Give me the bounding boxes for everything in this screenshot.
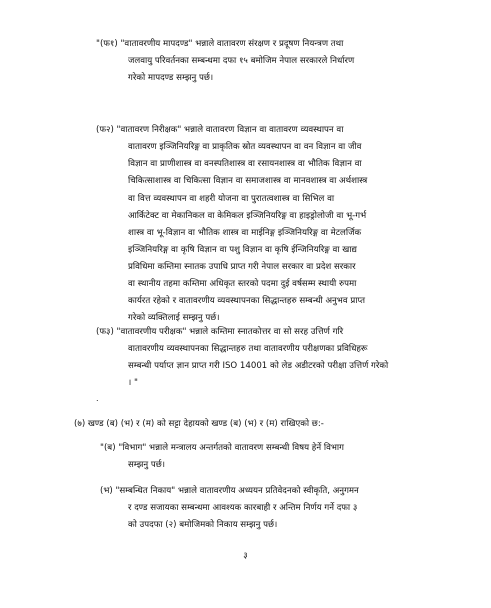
text-line: प्रविधिमा कम्तिमा स्नातक उपाधि प्राप्त गरी नेपाल सरकार वा प्रदेश सरकार — [128, 262, 356, 272]
text-line: "(ब) "विभाग" भन्नाले मन्त्रालय अन्तर्गतको वातावरण सम्बन्धी विषय हेर्ने विभाग — [100, 443, 344, 453]
text-line: चिकित्साशास्त्र वा चिकित्सा विज्ञान वा समाजशास्त्र वा मानवशास्त्र वा अर्थशास्त्र — [128, 176, 368, 186]
text-line: (७) खण्ड (ब) (भ) र (म) को सट्टा देहायको खण्ड (ब) (भ) र (म) राखिएको छ:- — [74, 419, 324, 429]
text-line: आर्किटेक्ट वा मेकानिकल वा केमिकल इञ्जिनियरिङ्ग वा हाइड्रोलोजी वा भू-गर्भ — [128, 211, 367, 221]
text-line: र दण्ड सजायका सम्बन्धमा आवश्यक कारबाही र अन्तिम निर्णय गर्ने दफा ३ — [128, 503, 358, 513]
text-line: गरेको व्यक्तिलाई सम्झनु पर्छ। — [128, 313, 220, 323]
text-line: गरेको मापदण्ड सम्झनु पर्छ। — [128, 73, 214, 83]
text-line: को उपदफा (२) बमोजिमको निकाय सम्झनु पर्छ। — [128, 520, 278, 530]
text-line: वा वित्त व्यवस्थापन वा शहरी योजना वा पुरातत्वशास्त्र वा सिभिल वा — [128, 194, 335, 204]
text-line: । " — [128, 378, 138, 388]
text-line: जलवायु परिवर्तनका सम्बन्धमा दफा १५ बमोजिम नेपाल सरकारले निर्धारण — [128, 56, 355, 66]
text-line: विज्ञान वा प्राणीशास्त्र वा वनस्पतिशास्त्र वा रसायनशास्त्र वा भौतिक विज्ञान वा — [128, 159, 362, 169]
text-line: (फ३) "वातावरणीय परीक्षक" भन्नाले कम्तिमा स्नातकोत्तर वा सो सरह उत्तिर्ण गरि — [96, 327, 344, 337]
text-line: वातावरणीय व्यवस्थापनका सिद्धान्तहरु तथा वातावरणीय परीक्षणका प्रविधिहरू — [128, 344, 368, 354]
text-line: "(फ१) "वातावरणीय मापदण्ड" भन्नाले वातावरण संरक्षण र प्रदूषण नियन्त्रण तथा — [96, 39, 344, 49]
text-line: इञ्जिनियरिङ्ग वा कृषि विज्ञान वा पशु विज्ञान वा कृषि ईन्जिनियरिङ्ग वा खाद्य — [128, 245, 357, 255]
text-line: वातावरण इञ्जिनियरिङ्ग वा प्राकृतिक स्रोत व्यवस्थापन वा वन विज्ञान वा जीव — [128, 142, 362, 152]
text-line: सम्झनु पर्छ। — [128, 460, 165, 470]
stray-mark: . — [96, 394, 99, 403]
text-line: (फ२) "वातावरण निरीक्षक" भन्नाले वातावरण विज्ञान वा वातावरण व्यवस्थापन वा — [96, 125, 344, 135]
text-line: शास्त्र वा भू-विज्ञान वा भौतिक शास्त्र वा माईनिङ्ग इञ्जिनियरिङ्ग वा मेटलर्जिक — [128, 228, 362, 238]
text-line: कार्यरत रहेको र वातावरणीय व्यवस्थापनका सिद्धान्तहरु सम्बन्धी अनुभव प्राप्त — [128, 296, 365, 306]
text-line: वा स्थानीय तहमा कम्तिमा अधिकृत स्तरको पदमा दुई वर्षसम्म स्थायी रुपमा — [128, 279, 357, 289]
text-line: (भ) "सम्बन्धित निकाय" भन्नाले वातावरणीय अध्ययन प्रतिवेदनको स्वीकृति, अनुगमन — [100, 486, 359, 496]
page-number: ३ — [243, 551, 248, 561]
text-line: सम्बन्धी पर्याप्त ज्ञान प्राप्त गरी ISO 14001 को लेड अडीटरको परीक्षा उत्तिर्ण गरेको — [128, 361, 389, 371]
